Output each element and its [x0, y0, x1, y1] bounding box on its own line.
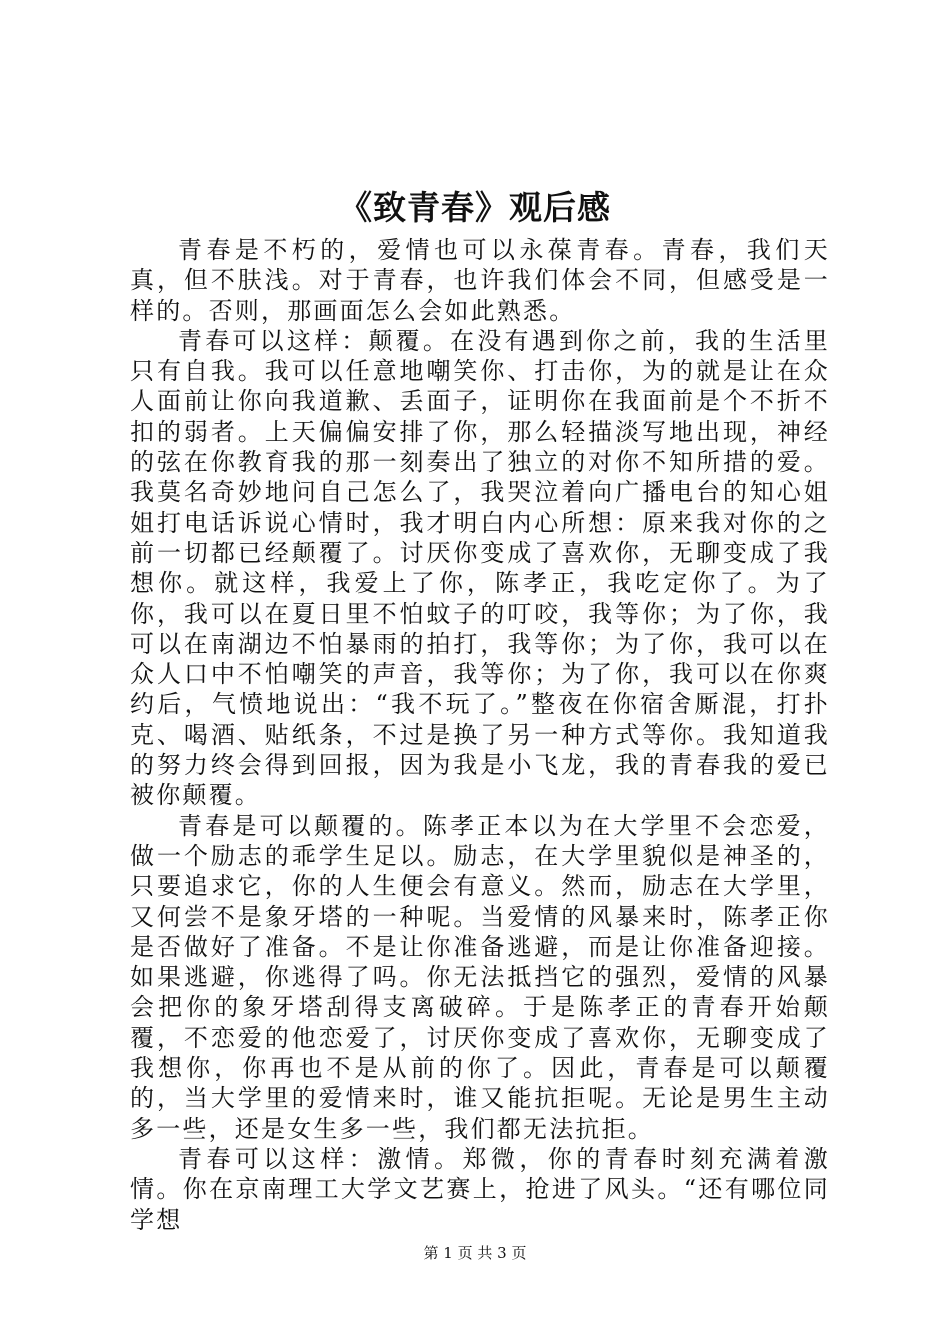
paragraph-2: 青春可以这样：颠覆。在没有遇到你之前，我的生活里只有自我。我可以任意地嘲笑你、打击你，为的就是让在众人面前让你向我道歉、丢面子，证明你在我面前是个不折不扣的弱者。上天偏偏安排了你，那么轻描淡写地出现，神经的弦在你教育我的那一刻奏出了独立的对你不知所措的爱。我莫名奇妙地问自己怎么了，我哭泣着向广播电台的知心姐姐打电话诉说心情时，我才明白内心所想：原来我对你的之前一切都已经颠覆了。讨厌你变成了喜欢你，无聊变成了我想你。就这样，我爱上了你，陈孝正，我吃定你了。为了你，我可以在夏日里不怕蚊子的叮咬，我等你；为了你，我可以在南湖边不怕暴雨的拍打，我等你；为了你，我可以在众人口中不怕嘲笑的声音，我等你；为了你，我可以在你爽约后，气愤地说出：“我不玩了。”整夜在你宿舍厮混，打扑克、喝酒、贴纸条，不过是换了另一种方式等你。我知道我的努力终会得到回报，因为我是小飞龙，我的青春我的爱已被你颠覆。	[130, 326, 830, 810]
paragraph-3: 青春是可以颠覆的。陈孝正本以为在大学里不会恋爱，做一个励志的乖学生足以。励志，在大学里貌似是神圣的，只要追求它，你的人生便会有意义。然而，励志在大学里，又何尝不是象牙塔的一种呢。当爱情的风暴来时，陈孝正你是否做好了准备。不是让你准备逃避，而是让你准备迎接。如果逃避，你逃得了吗。你无法抵挡它的强烈，爱情的风暴会把你的象牙塔刮得支离破碎。于是陈孝正的青春开始颠覆，不恋爱的他恋爱了，讨厌你变成了喜欢你，无聊变成了我想你，你再也不是从前的你了。因此，青春是可以颠覆的，当大学里的爱情来时，谁又能抗拒呢。无论是男生主动多一些，还是女生多一些，我们都无法抗拒。	[130, 811, 830, 1143]
document-title: 《致青春》观后感	[339, 188, 611, 227]
paragraph-4: 青春可以这样：激情。郑微，你的青春时刻充满着激情。你在京南理工大学文艺赛上，抢进了风头。“还有哪位同学想	[130, 1144, 830, 1234]
document-body	[130, 235, 830, 1235]
paragraph-1: 青春是不朽的，爱情也可以永葆青春。青春，我们天真，但不肤浅。对于青春，也许我们体会不同，但感受是一样的。否则，那画面怎么会如此熟悉。	[130, 236, 830, 325]
page-footer: 第 1 页 共 3 页	[423, 1244, 527, 1262]
